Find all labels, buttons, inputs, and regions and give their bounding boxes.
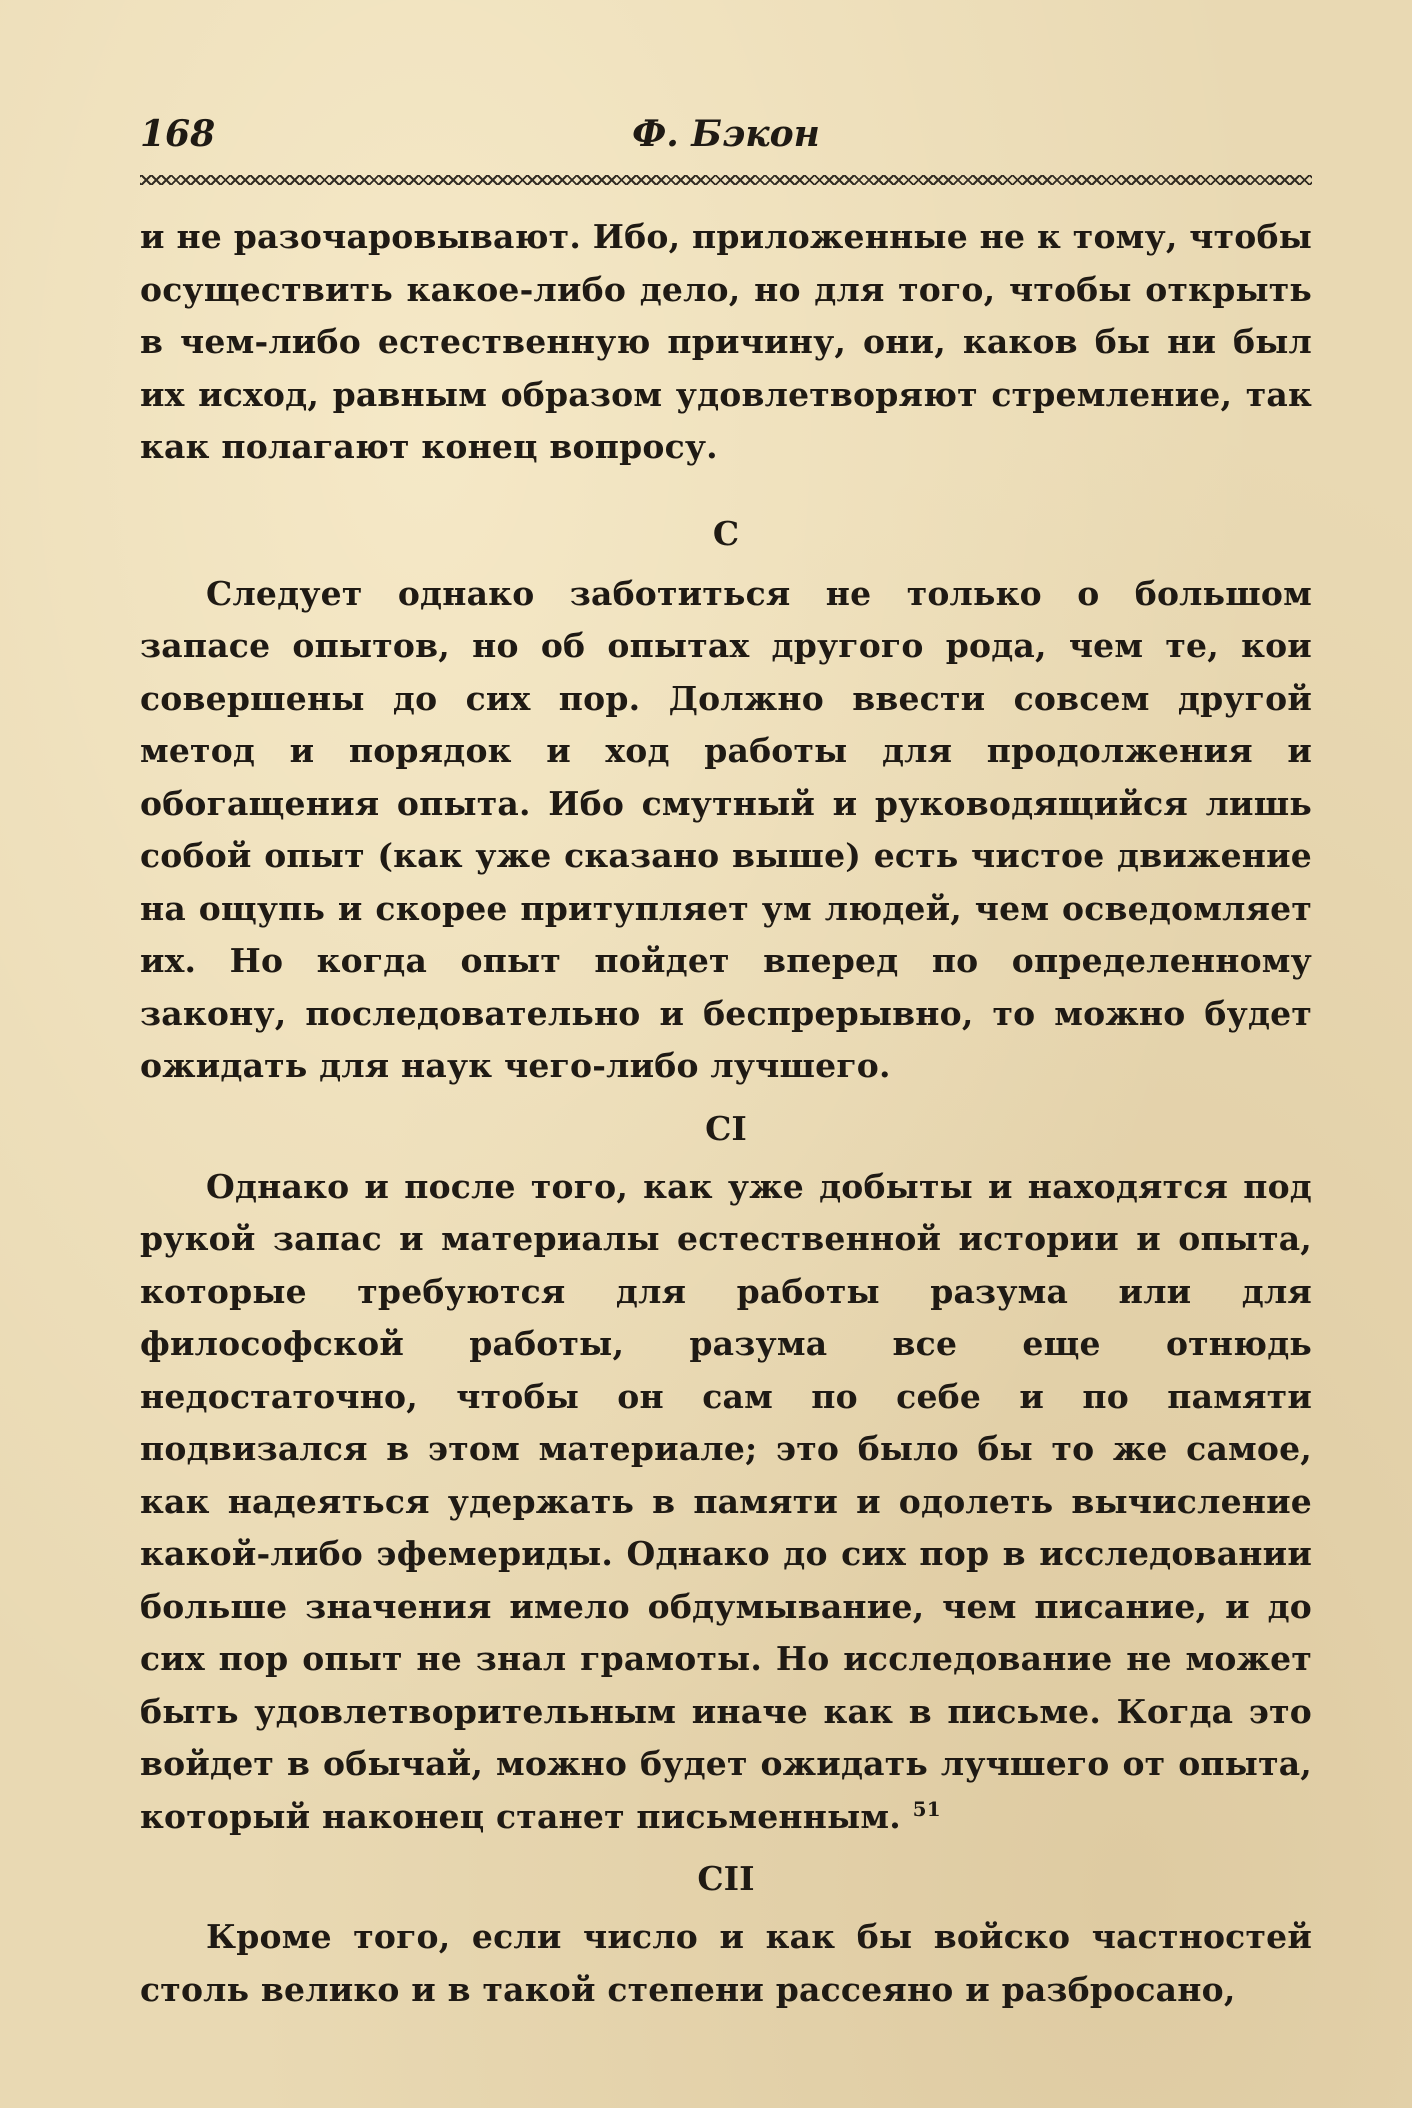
page-number: 168: [140, 113, 216, 155]
section-heading-c: C: [712, 513, 740, 553]
footnote-marker[interactable]: 51: [912, 1796, 941, 1821]
header-ornamental-rule: [140, 175, 1312, 185]
continuation-paragraph: и не разочаровывают. Ибо, приложенные не к тому, чтобы осуществить какое-либо дело, но для того, чтобы открыть в чем-либо естественную причину, они, каков бы ни был их исход, равным образом удовлетворяют стремление, так как полагают конец вопросу.: [140, 217, 1312, 466]
section-heading-cii: CII: [697, 1859, 755, 1898]
section-ci-text: Однако и после того, как уже добыты и находятся под рукой запас и материалы естественной истории и опыта, которые требуются для работы разума или для философской работы, разума все еще отнюдь недостаточно, чтобы он сам по себе и по памяти подвизался в этом материале; это было бы то же самое, как надеяться удержать в памяти и одолеть вычисление какой-либо эфемериды. Однако до сих пор в исследовании больше значения имело обдумывание, чем писание, и до сих пор опыт не знал грамоты. Но исследование не может быть удовлетворительным иначе как в письме. Когда это войдет в обычай, можно будет ожидать лучшего от опыта, который наконец станет письменным.: [140, 1166, 1312, 1836]
running-head: Ф. Бэкон: [632, 113, 820, 155]
section-ci-paragraph: [140, 1161, 1312, 1844]
section-heading-ci: CI: [705, 1108, 747, 1148]
section-cii-paragraph: Кроме того, если число и как бы войско частностей столь велико и в такой степени рассеяно и разбросано,: [140, 1917, 1312, 2009]
section-c-paragraph: Следует однако заботиться не только о большом запасе опытов, но об опытах другого рода, чем те, кои совершены до сих пор. Должно ввести совсем другой метод и порядок и ход работы для продолжения и обогащения опыта. Ибо смутный и руководящийся лишь собой опыт (как уже сказано выше) есть чистое движение на ощупь и скорее притупляет ум людей, чем осведомляет их. Но когда опыт пойдет вперед по определенному закону, последовательно и беспрерывно, то можно будет ожидать для наук чего-либо лучшего.: [140, 573, 1312, 1085]
book-page: [140, 105, 1312, 2016]
page-header: [140, 105, 1312, 165]
